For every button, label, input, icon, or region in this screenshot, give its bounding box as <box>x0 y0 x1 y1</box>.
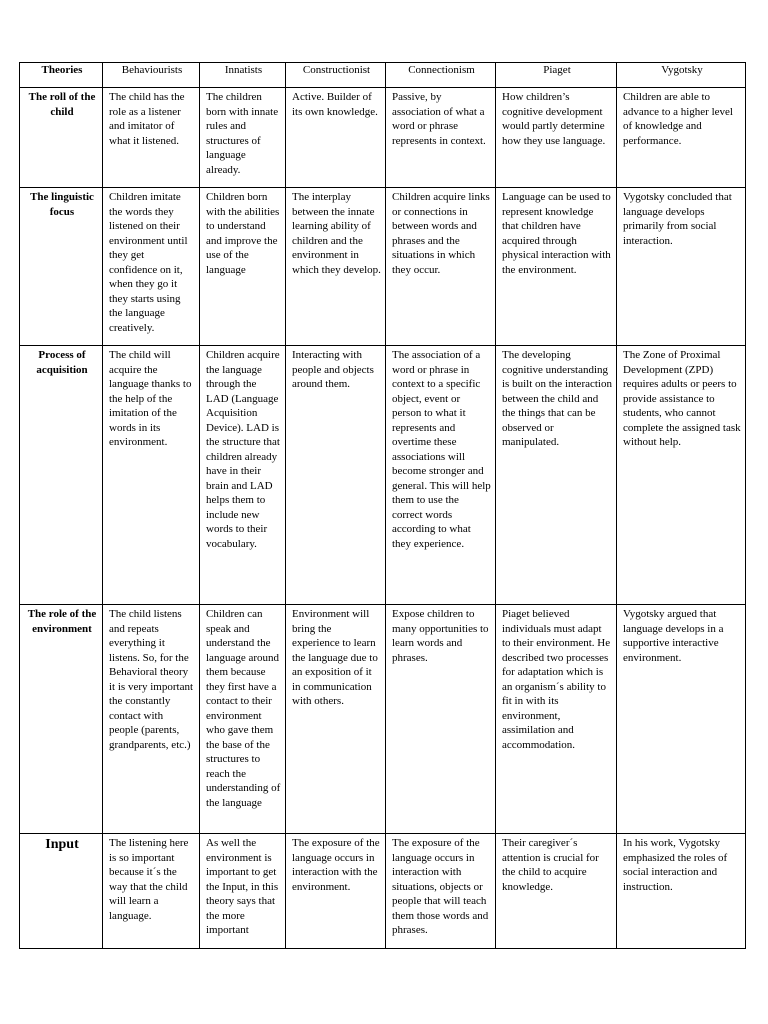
header-row <box>20 63 746 88</box>
table-cell: Piaget believed individuals must adapt to their environment. He described two processes for adaptation which is an organism´s ability to fit in with its environment, assimilation and accommodation. <box>496 605 617 834</box>
table-cell: The child listens and repeats everything it listens. So, for the Behavioral theory it is very important the constantly contact with people (parents, grandparents, etc.) <box>103 605 200 834</box>
table-cell: The child has the role as a listener and imitator of what it listened. <box>103 88 200 188</box>
row-label: The role of the environment <box>20 605 103 834</box>
table-cell: Children imitate the words they listened on their environment until they get confidence on it, when they go it they starts using the language creatively. <box>103 188 200 346</box>
header-constructionist: Constructionist <box>286 63 386 88</box>
table-cell: Vygotsky concluded that language develops primarily from social interaction. <box>617 188 746 346</box>
table-cell: The exposure of the language occurs in interaction with situations, objects or people that will teach them those words and phrases. <box>386 834 496 949</box>
header-piaget: Piaget <box>496 63 617 88</box>
table-cell: The Zone of Proximal Development (ZPD) requires adults or peers to provide assistance to students, who cannot complete the assigned task without help. <box>617 346 746 605</box>
theories-comparison-table <box>19 62 746 949</box>
table-cell: The interplay between the innate learning ability of children and the environment in which they develop. <box>286 188 386 346</box>
table-cell: Expose children to many opportunities to learn words and phrases. <box>386 605 496 834</box>
table-cell: Their caregiver´s attention is crucial for the child to acquire knowledge. <box>496 834 617 949</box>
table-cell: As well the environment is important to get the Input, in this theory says that the more important <box>200 834 286 949</box>
table-row <box>20 346 746 605</box>
table-cell: The children born with innate rules and structures of language already. <box>200 88 286 188</box>
table-cell: The listening here is so important because it´s the way that the child will learn a language. <box>103 834 200 949</box>
row-label: The roll of the child <box>20 88 103 188</box>
table-cell: Interacting with people and objects around them. <box>286 346 386 605</box>
table-cell: Language can be used to represent knowledge that children have acquired through physical interaction with the environment. <box>496 188 617 346</box>
table-row <box>20 88 746 188</box>
table-cell: The child will acquire the language thanks to the help of the imitation of the words in its environment. <box>103 346 200 605</box>
table-cell: In his work, Vygotsky emphasized the roles of social interaction and instruction. <box>617 834 746 949</box>
table-cell: The association of a word or phrase in context to a specific object, event or person to what it represents and overtime these associations will become stronger and general. This will help them to use the correct words according to what they experience. <box>386 346 496 605</box>
table-cell: Environment will bring the experience to learn the language due to an exposition of it in communication with others. <box>286 605 386 834</box>
row-label: The linguistic focus <box>20 188 103 346</box>
table-cell: Children are able to advance to a higher level of knowledge and performance. <box>617 88 746 188</box>
table-cell: Children born with the abilities to understand and improve the use of the language <box>200 188 286 346</box>
row-label: Process of acquisition <box>20 346 103 605</box>
table-row <box>20 605 746 834</box>
header-theories: Theories <box>20 63 103 88</box>
table-cell: How children’s cognitive development would partly determine how they use language. <box>496 88 617 188</box>
header-connectionism: Connectionism <box>386 63 496 88</box>
header-vygotsky: Vygotsky <box>617 63 746 88</box>
row-label: Input <box>20 834 103 949</box>
header-behaviourists: Behaviourists <box>103 63 200 88</box>
table-cell: The exposure of the language occurs in interaction with the environment. <box>286 834 386 949</box>
table-row <box>20 834 746 949</box>
header-innatists: Innatists <box>200 63 286 88</box>
table-cell: Children acquire links or connections in between words and phrases and the situations in which they occur. <box>386 188 496 346</box>
table-cell: Children acquire the language through the LAD (Language Acquisition Device). LAD is the structure that children already have in their brain and LAD helps them to include new words to their vocabulary. <box>200 346 286 605</box>
table-cell: The developing cognitive understanding is built on the interaction between the child and the things that can be observed or manipulated. <box>496 346 617 605</box>
table-cell: Passive, by association of what a word or phrase represents in context. <box>386 88 496 188</box>
table-cell: Vygotsky argued that language develops in a supportive interactive environment. <box>617 605 746 834</box>
table-cell: Active. Builder of its own knowledge. <box>286 88 386 188</box>
table-cell: Children can speak and understand the language around them because they first have a contact to their environment who gave them the base of the structures to reach the understanding of the language <box>200 605 286 834</box>
table-row <box>20 188 746 346</box>
